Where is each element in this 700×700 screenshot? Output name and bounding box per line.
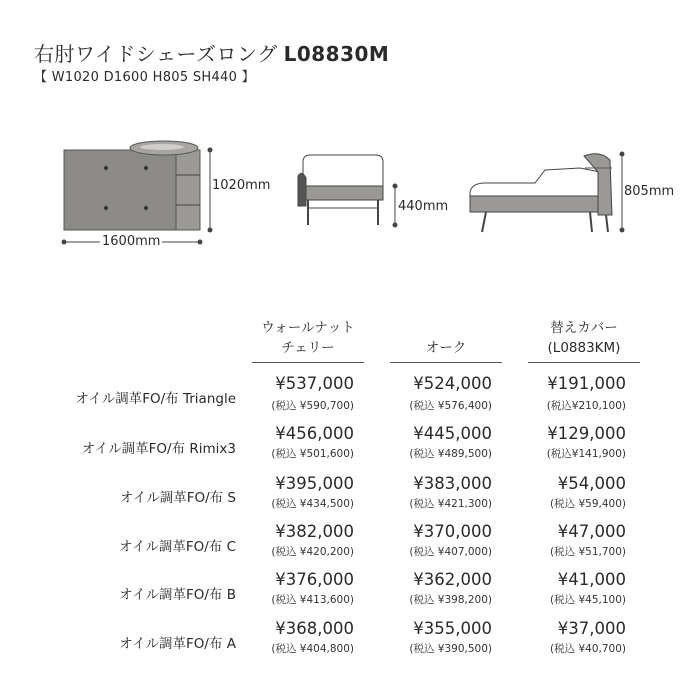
side-view-dim-line xyxy=(393,184,397,227)
price-oak: ¥524,000 xyxy=(413,374,492,393)
price-oak: ¥383,000 xyxy=(413,474,492,493)
price-walnut-cherry: ¥382,000 xyxy=(275,522,354,541)
seat-height-dimension: 440mm xyxy=(398,199,449,214)
row-label: オイル調革FO/布 S xyxy=(119,490,236,506)
tax-oak: (税込 ¥576,400) xyxy=(409,400,492,412)
column-header-cover: 替えカバー (L0883KM) xyxy=(547,320,621,356)
price-cover: ¥129,000 xyxy=(547,424,626,443)
tax-cover: (税込¥141,900) xyxy=(546,448,626,460)
top-view-drawing xyxy=(64,141,200,230)
row-label: オイル調革FO/布 Rimix3 xyxy=(81,441,236,457)
column-underline xyxy=(252,362,364,363)
column-underline xyxy=(528,362,640,363)
tax-walnut-cherry: (税込 ¥501,600) xyxy=(271,448,354,460)
tax-cover: (税込 ¥59,400) xyxy=(550,498,626,510)
column-header-oak: オーク xyxy=(425,340,467,356)
price-cover: ¥41,000 xyxy=(557,570,626,589)
price-cover: ¥191,000 xyxy=(547,374,626,393)
price-walnut-cherry: ¥376,000 xyxy=(275,570,354,589)
price-oak: ¥445,000 xyxy=(413,424,492,443)
spec-dimensions: 【 W1020 D1600 H805 SH440 】 xyxy=(34,70,255,85)
column-underline xyxy=(390,362,502,363)
side-view-drawing xyxy=(298,155,383,225)
row-label: オイル調革FO/布 Triangle xyxy=(75,391,236,407)
price-cover: ¥37,000 xyxy=(557,619,626,638)
row-label: オイル調革FO/布 C xyxy=(119,539,236,555)
sofa-drawings xyxy=(0,0,700,260)
product-title: 右肘ワイドシェーズロング xyxy=(34,42,278,66)
tax-oak: (税込 ¥390,500) xyxy=(409,643,492,655)
row-label: オイル調革FO/布 A xyxy=(119,636,236,652)
price-oak: ¥370,000 xyxy=(413,522,492,541)
price-cover: ¥47,000 xyxy=(557,522,626,541)
tax-oak: (税込 ¥421,300) xyxy=(409,498,492,510)
tax-cover: (税込¥210,100) xyxy=(546,400,626,412)
tax-walnut-cherry: (税込 ¥434,500) xyxy=(271,498,354,510)
tax-walnut-cherry: (税込 ¥404,800) xyxy=(271,643,354,655)
column-header-walnut-cherry: ウォールナット チェリー xyxy=(261,320,355,356)
tax-oak: (税込 ¥398,200) xyxy=(409,594,492,606)
tax-cover: (税込 ¥45,100) xyxy=(550,594,626,606)
tax-cover: (税込 ¥40,700) xyxy=(550,643,626,655)
price-walnut-cherry: ¥395,000 xyxy=(275,474,354,493)
depth-dimension: 1020mm xyxy=(212,178,271,193)
price-walnut-cherry: ¥456,000 xyxy=(275,424,354,443)
row-label: オイル調革FO/布 B xyxy=(119,587,236,603)
tax-walnut-cherry: (税込 ¥413,600) xyxy=(271,594,354,606)
price-walnut-cherry: ¥368,000 xyxy=(275,619,354,638)
price-cover: ¥54,000 xyxy=(557,474,626,493)
price-walnut-cherry: ¥537,000 xyxy=(275,374,354,393)
tax-walnut-cherry: (税込 ¥420,200) xyxy=(271,546,354,558)
front-view-drawing xyxy=(470,154,612,232)
tax-cover: (税込 ¥51,700) xyxy=(550,546,626,558)
height-dimension: 805mm xyxy=(624,184,675,199)
tax-oak: (税込 ¥489,500) xyxy=(409,448,492,460)
model-number: L08830M xyxy=(283,42,390,66)
price-oak: ¥355,000 xyxy=(413,619,492,638)
tax-oak: (税込 ¥407,000) xyxy=(409,546,492,558)
width-dimension: 1600mm xyxy=(102,234,161,249)
price-oak: ¥362,000 xyxy=(413,570,492,589)
tax-walnut-cherry: (税込 ¥590,700) xyxy=(271,400,354,412)
